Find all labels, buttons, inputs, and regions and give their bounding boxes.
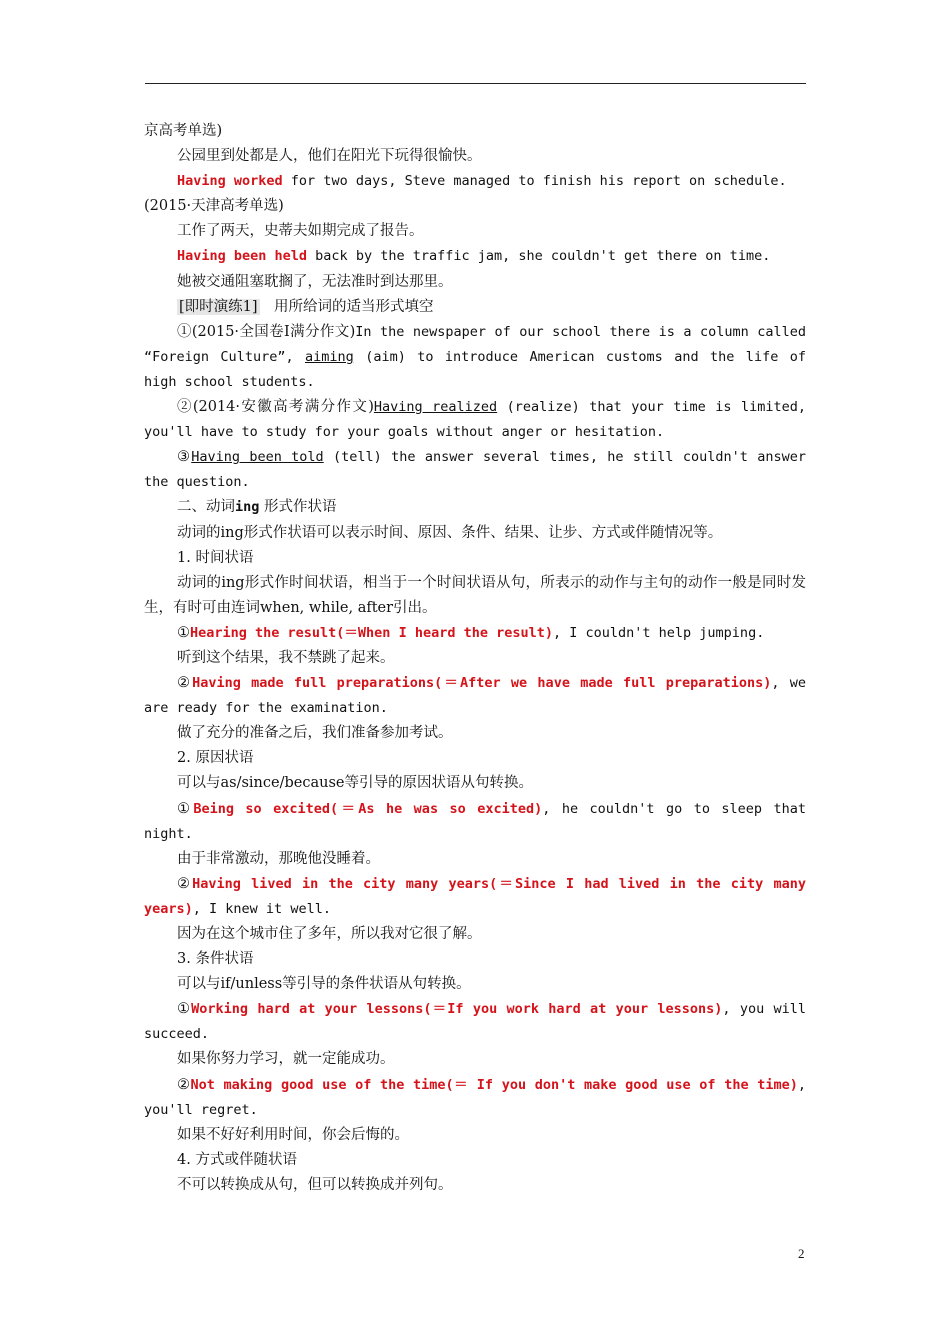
exercise-label: [即时演练1]: [179, 298, 258, 315]
heading-text: 二、动词: [177, 499, 235, 516]
item-number: ②: [177, 875, 193, 892]
example-sentence: [144, 244, 806, 269]
sentence-text: , I couldn't help jumping.: [553, 624, 765, 641]
highlight-phrase: Having lived in the city many years(＝Since I had lived in the city many years): [144, 875, 806, 917]
example-sentence: [144, 671, 806, 721]
sentence-text: for two days, Steve managed to finish his report on schedule.: [282, 173, 787, 190]
exercise-item: [144, 320, 806, 395]
sentence-text: (realize) that your time is limited, you'll have to study for your goals without anger or hesitation.: [144, 399, 807, 441]
text-line: 动词的ing形式作状语可以表示时间、原因、条件、结果、让步、方式或伴随情况等。: [177, 524, 723, 541]
exercise-instruction: 用所给词的适当形式填空: [259, 298, 434, 315]
sentence-text: , you will succeed.: [144, 1001, 807, 1043]
header-rule: [145, 83, 806, 84]
sentence-text: , you'll regret.: [144, 1076, 806, 1118]
text-line: 可以与if/unless等引导的条件状语从句转换。: [177, 976, 471, 993]
text-line: 可以与as/since/because等引导的原因状语从句转换。: [177, 775, 533, 792]
text-line: 动词的ing形式作时间状语，相当于一个时间状语从句，所表示的动作与主句的动作一般是同时发生，有时可由连词when, while, after引出。: [144, 574, 806, 616]
subsection-heading: 1. 时间状语: [177, 549, 254, 566]
subsection-heading: 4. 方式或伴随状语: [177, 1151, 297, 1168]
exercise-item: [144, 445, 806, 495]
exercise-heading: [144, 295, 806, 320]
page-body: [144, 119, 806, 1198]
sentence-text: back by the traffic jam, she couldn't get there on time.: [307, 248, 771, 265]
heading-text: ing: [235, 499, 260, 516]
example-sentence: [144, 1073, 806, 1123]
highlight-phrase: Having made full preparations(＝After we have made full preparations): [192, 675, 772, 692]
sentence-text: , I knew it well.: [192, 900, 331, 917]
item-number: ①: [177, 624, 190, 641]
item-number: ②: [177, 1076, 191, 1093]
section-heading: [144, 495, 806, 520]
answer-blank: aiming: [305, 348, 354, 365]
item-number: ②: [177, 675, 193, 692]
page-number: 2: [798, 1246, 805, 1261]
translation-line: 如果你努力学习，就一定能成功。: [177, 1051, 395, 1068]
translation-line: 公园里到处都是人，他们在阳光下玩得很愉快。: [177, 148, 482, 165]
highlight-phrase: Having been held: [177, 248, 308, 265]
sentence-text: In the newspaper of our school there is a column called “Foreign Culture”,: [144, 323, 806, 365]
translation-line: 工作了两天，史蒂夫如期完成了报告。: [177, 223, 424, 240]
text-line: 不可以转换成从句，但可以转换成并列句。: [177, 1176, 453, 1193]
subsection-heading: 3. 条件状语: [177, 951, 254, 968]
source-note: ②(2014·安徽高考满分作文): [177, 399, 374, 416]
translation-line: 听到这个结果，我不禁跳了起来。: [177, 649, 395, 666]
item-number: ③: [177, 449, 192, 466]
sentence-text: (tell) the answer several times, he still couldn't answer the question.: [144, 449, 807, 491]
highlight-phrase: Having worked: [177, 173, 283, 190]
example-sentence: [144, 169, 806, 219]
answer-blank: Having been told: [191, 449, 324, 466]
example-sentence: [144, 997, 806, 1047]
highlight-phrase: Not making good use of the time(＝ If you don't make good use of the time): [190, 1076, 798, 1093]
translation-line: 做了充分的准备之后，我们准备参加考试。: [177, 725, 453, 742]
sentence-text: (aim) to introduce American customs and the life of high school students.: [144, 348, 806, 390]
answer-blank: Having realized: [373, 399, 498, 416]
translation-line: 由于非常激动，那晚他没睡着。: [177, 850, 380, 867]
exercise-item: [144, 395, 806, 445]
sentence-text: , he couldn't go to sleep that night.: [144, 800, 806, 842]
translation-line: 因为在这个城市住了多年，所以我对它很了解。: [177, 926, 482, 942]
source-note: ①(2015·全国卷Ⅰ满分作文): [177, 323, 356, 340]
translation-line: 如果不好好利用时间，你会后悔的。: [177, 1126, 409, 1143]
item-number: ①: [177, 1001, 192, 1018]
highlight-phrase: Being so excited(＝As he was so excited): [193, 800, 543, 817]
sentence-text: , we are ready for the examination.: [144, 675, 807, 717]
example-sentence: [144, 621, 806, 646]
subsection-heading: 2. 原因状语: [177, 750, 254, 767]
highlight-phrase: Hearing the result(＝When I heard the result): [190, 624, 553, 641]
source-note: (2015·天津高考单选): [144, 198, 284, 215]
text-line: 京高考单选): [144, 123, 223, 139]
example-sentence: [144, 797, 806, 847]
heading-text: 形式作状语: [259, 499, 337, 516]
highlight-phrase: Working hard at your lessons(＝If you work hard at your lessons): [191, 1001, 723, 1018]
example-sentence: [144, 872, 806, 922]
item-number: ①: [177, 800, 194, 817]
translation-line: 她被交通阻塞耽搁了，无法准时到达那里。: [177, 273, 453, 290]
